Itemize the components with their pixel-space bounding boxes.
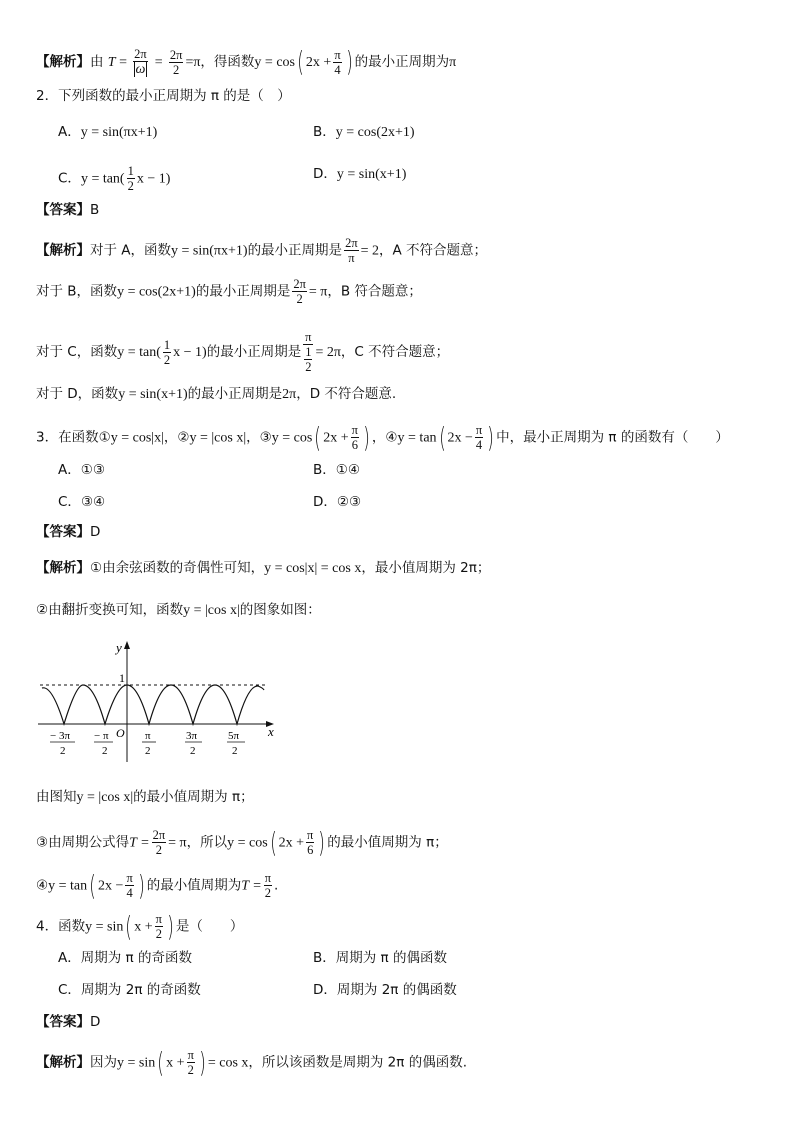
q2-stem: 2．下列函数的最小正周期为 π 的是（ ） bbox=[36, 88, 291, 104]
svg-text:5π: 5π bbox=[228, 730, 240, 742]
q2-option-c: C．y = tan( $\frac{1}{2}$ x − 1) bbox=[58, 164, 171, 193]
svg-text:2: 2 bbox=[232, 745, 238, 757]
q2-option-d: D．y = sin(x+1) bbox=[313, 166, 407, 182]
y-axis-label: y bbox=[116, 640, 122, 655]
svg-text:π: π bbox=[103, 730, 109, 742]
q2-analysis-a: 【解析】对于 A，函数y = sin(πx+1)的最小正周期是 $\frac{2\pi}{\pi}$ = 2，A 不符合题意； bbox=[36, 236, 488, 265]
q2-analysis-b: 对于 B，函数y = cos(2x+1)的最小正周期是 $\frac{2\pi}{2}$ = π，B 符合题意； bbox=[36, 277, 422, 306]
y-axis-arrow bbox=[124, 641, 130, 649]
q4-answer: 【答案】D bbox=[36, 1014, 101, 1030]
tick-pi-over-2 bbox=[142, 730, 156, 757]
q4-analysis: 【解析】因为y = sin( x + $\frac{\pi}{2}$ ) = cos x，所以该函数是周期为 2π 的偶函数. bbox=[36, 1045, 467, 1079]
q2-option-a: A．y = sin(πx+1) bbox=[58, 124, 158, 140]
q3-stem: 3．在函数①y = cos|x|，②y = |cos x|，③y = cos( 2x + $\frac{\pi}{6}$ ) ，④y = tan( 2x − $\frac{\pi}{4}$ ) 中，最小正周期为 π 的函数有（ ） bbox=[36, 420, 729, 454]
q3-analysis-3: 由图知y = |cos x|的最小值周期为 π； bbox=[36, 789, 254, 805]
q2-analysis-c: 对于 C，函数y = tan( $\frac{1}{2}$ x − 1)的最小正周期是 $\frac{\pi}{\frac{1}{2}}$ = 2π，C 不符合题意； bbox=[36, 330, 450, 374]
q3-analysis-2: ②由翻折变换可知，函数y = |cos x|的图象如图： bbox=[36, 602, 321, 618]
origin-label: O bbox=[116, 726, 125, 740]
svg-text:3π: 3π bbox=[59, 730, 71, 742]
tick-neg-3pi-over-2 bbox=[50, 730, 75, 757]
q1-analysis: 【解析】由 T = $\frac{2\pi}{\omega}$ = $\frac{2\pi}{2}$ =π，得函数y = cos( 2x + $\frac{\pi}{4}$ ) 的最小正周期为π bbox=[36, 45, 457, 78]
svg-text:3π: 3π bbox=[186, 730, 198, 742]
q4-stem: 4．函数y = sin( x + $\frac{\pi}{2}$ ) 是（ ） bbox=[36, 909, 244, 943]
q3-option-c: C．③④ bbox=[58, 494, 106, 510]
q4-option-c: C．周期为 2π 的奇函数 bbox=[58, 982, 201, 998]
q3-analysis-4: ③由周期公式得T = $\frac{2\pi}{2}$ = π，所以y = cos( 2x + $\frac{\pi}{6}$ ) 的最小值周期为 π； bbox=[36, 825, 448, 859]
q4-option-b: B．周期为 π 的偶函数 bbox=[313, 950, 447, 966]
svg-text:2: 2 bbox=[190, 745, 196, 757]
x-axis-label: x bbox=[268, 724, 274, 739]
abs-cos-curve bbox=[42, 685, 264, 724]
fraction: $\frac{2\pi}{2}$ bbox=[169, 47, 183, 77]
q3-option-b: B．①④ bbox=[313, 462, 360, 478]
tick-5pi-over-2 bbox=[227, 730, 245, 757]
q3-analysis-5: ④y = tan( 2x − $\frac{\pi}{4}$ ) 的最小值周期为T = $\frac{\pi}{2}$ . bbox=[36, 868, 279, 902]
q3-option-d: D．②③ bbox=[313, 494, 362, 510]
q4-option-a: A．周期为 π 的奇函数 bbox=[58, 950, 192, 966]
svg-text:2: 2 bbox=[60, 745, 66, 757]
q4-option-d: D．周期为 2π 的偶函数 bbox=[313, 982, 457, 998]
q3-analysis-1: 【解析】①由余弦函数的奇偶性可知，y = cos|x| = cos x，最小值周期为 2π； bbox=[36, 560, 491, 576]
tick-neg-pi-over-2 bbox=[94, 730, 113, 757]
svg-text:π: π bbox=[145, 730, 151, 742]
fraction: $\frac{2\pi}{\omega}$ bbox=[134, 47, 147, 77]
q2-option-b: B．y = cos(2x+1) bbox=[313, 124, 415, 140]
q2-analysis-d: 对于 D，函数y = sin(x+1)的最小正周期是2π，D 不符合题意. bbox=[36, 386, 397, 402]
svg-text:−: − bbox=[94, 730, 101, 742]
q3-answer: 【答案】D bbox=[36, 524, 101, 540]
svg-text:2: 2 bbox=[102, 745, 108, 757]
svg-text:2: 2 bbox=[145, 745, 151, 757]
analysis-tag: 【解析】 bbox=[36, 54, 90, 70]
one-label: 1 bbox=[119, 671, 125, 685]
tick-3pi-over-2 bbox=[185, 730, 202, 757]
q3-option-a: A．①③ bbox=[58, 462, 105, 478]
fraction: $\frac{\pi}{4}$ bbox=[334, 47, 341, 77]
svg-text:−: − bbox=[50, 730, 57, 742]
q2-answer: 【答案】B bbox=[36, 202, 100, 218]
abs-cos-graph bbox=[30, 636, 290, 770]
